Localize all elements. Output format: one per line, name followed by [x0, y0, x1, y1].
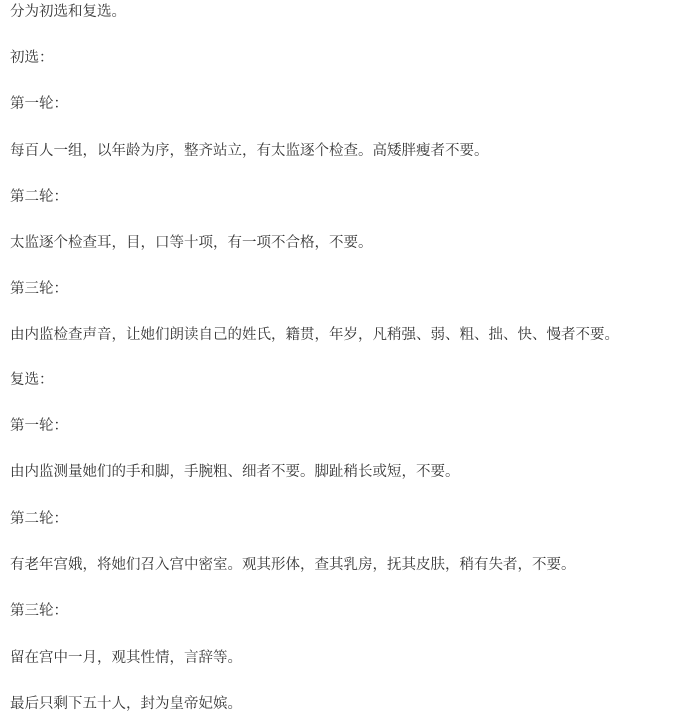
round-heading: 第一轮： [10, 418, 68, 434]
intro-paragraph: 分为初选和复选。 [10, 4, 126, 20]
paragraph: 由内监检查声音，让她们朗读自己的姓氏，籍贯，年岁，凡稍强、弱、粗、拙、快、慢者不要。 [10, 327, 619, 343]
paragraph: 每百人一组，以年龄为序，整齐站立，有太监逐个检查。高矮胖瘦者不要。 [10, 143, 489, 159]
round-heading: 第一轮： [10, 96, 68, 112]
round-heading: 第三轮： [10, 603, 68, 619]
paragraph: 太监逐个检查耳，目，口等十项，有一项不合格，不要。 [10, 235, 373, 251]
paragraph: 有老年宫娥，将她们召入宫中密室。观其形体，查其乳房，抚其皮肤，稍有失者，不要。 [10, 557, 576, 573]
closing-paragraph: 最后只剩下五十人，封为皇帝妃嫔。 [10, 696, 242, 712]
round-heading: 第三轮： [10, 281, 68, 297]
paragraph: 留在宫中一月，观其性情，言辞等。 [10, 650, 242, 666]
section-heading-initial: 初选： [10, 50, 54, 66]
round-heading: 第二轮： [10, 189, 68, 205]
paragraph: 由内监测量她们的手和脚，手腕粗、细者不要。脚趾稍长或短，不要。 [10, 464, 460, 480]
round-heading: 第二轮： [10, 511, 68, 527]
section-heading-final: 复选： [10, 372, 54, 388]
